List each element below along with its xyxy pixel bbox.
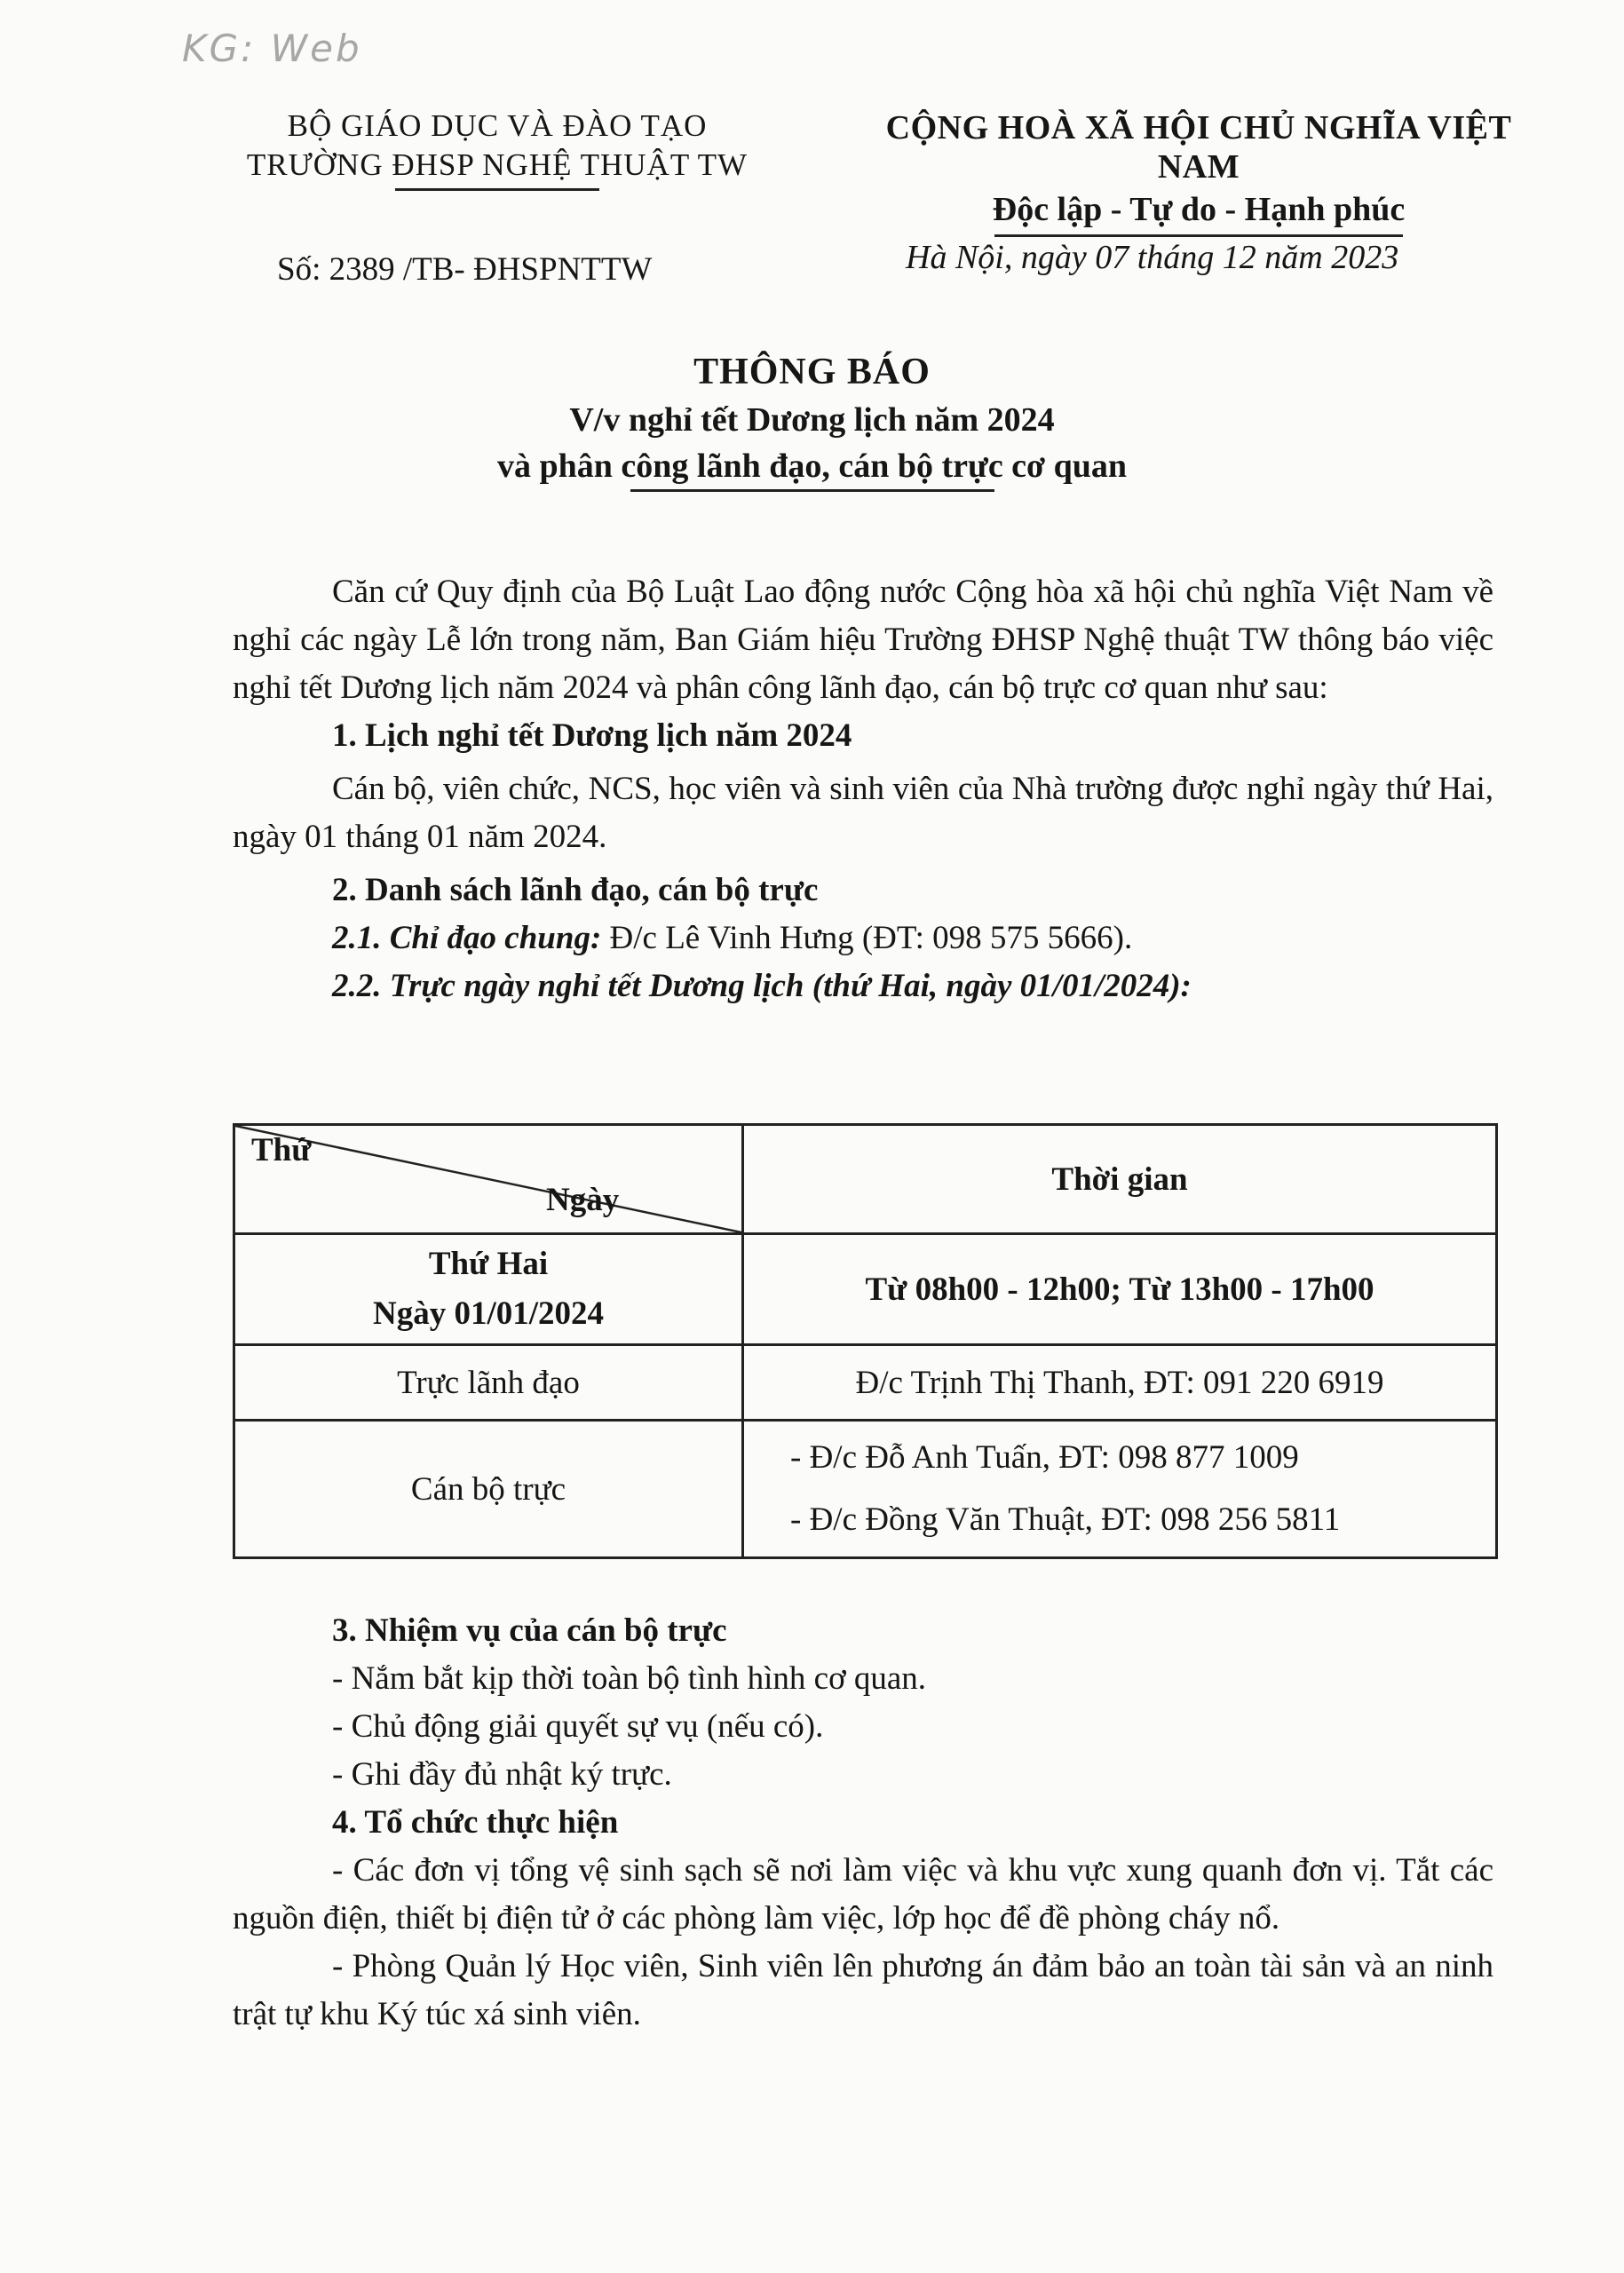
title-subject-2: và phân công lãnh đạo, cán bộ trực cơ quan <box>497 447 1127 485</box>
section-1-title: 1. Lịch nghỉ tết Dương lịch năm 2024 <box>332 717 852 754</box>
school-name: TRƯỜNG ĐHSP NGHỆ THUẬT TW <box>246 147 749 182</box>
section-3-title: 3. Nhiệm vụ của cán bộ trực <box>332 1612 727 1649</box>
document-body <box>233 568 1493 1010</box>
issuer-underline <box>395 188 599 191</box>
day-cell <box>234 1234 743 1345</box>
document-number: Số: 2389 /TB- ĐHSPNTTW <box>277 251 653 288</box>
sub-2-1 <box>233 915 1493 962</box>
table-row <box>234 1421 1497 1558</box>
motto-underline <box>994 234 1403 237</box>
sub-2-1-text: Đ/c Lê Vinh Hưng (ĐT: 098 575 5666). <box>601 920 1133 956</box>
leader-label: Trực lãnh đạo <box>234 1345 743 1421</box>
list-item: - Nắm bắt kịp thời toàn bộ tình hình cơ quan. <box>332 1660 927 1697</box>
section-1-text: Cán bộ, viên chức, NCS, học viên và sinh viên của Nhà trường được nghỉ ngày thứ Hai, ngày 01 tháng 01 năm 2024. <box>233 771 1493 855</box>
list-item: - Ghi đầy đủ nhật ký trực. <box>332 1756 672 1793</box>
sub-2-2-text: 2.2. Trực ngày nghỉ tết Dương lịch (thứ Hai, ngày 01/01/2024): <box>332 968 1192 1004</box>
corner-cell <box>234 1125 743 1234</box>
corner-top-label: Thứ <box>251 1132 312 1168</box>
staff-entry: - Đ/c Đỗ Anh Tuấn, ĐT: 098 877 1009 <box>790 1439 1299 1476</box>
staff-entry: - Đ/c Đồng Văn Thuật, ĐT: 098 256 5811 <box>790 1501 1341 1538</box>
table-row <box>234 1345 1497 1421</box>
section-2-title: 2. Danh sách lãnh đạo, cán bộ trực <box>332 872 819 908</box>
sub-2-2 <box>233 962 1493 1010</box>
issuer-block <box>204 108 790 191</box>
list-item: - Chủ động giải quyết sự vụ (nếu có). <box>332 1708 824 1745</box>
staff-list <box>743 1421 1497 1558</box>
table-row <box>234 1234 1497 1345</box>
ministry-name: BỘ GIÁO DỤC VÀ ĐÀO TẠO <box>287 108 708 143</box>
duty-table <box>233 1123 1498 1559</box>
day-name: Thứ Hai <box>428 1246 549 1282</box>
national-block <box>844 108 1554 237</box>
title-underline <box>630 489 994 492</box>
document-date: Hà Nội, ngày 07 tháng 12 năm 2023 <box>906 239 1399 276</box>
day-date: Ngày 01/01/2024 <box>372 1295 605 1332</box>
document-title <box>0 351 1624 492</box>
national-motto: Độc lập - Tự do - Hạnh phúc <box>992 191 1406 228</box>
nation-name: CỘNG HOÀ XÃ HỘI CHỦ NGHĨA VIỆT NAM <box>885 109 1512 186</box>
document-body-continued <box>233 1607 1493 2039</box>
section-4-paragraph-1: - Các đơn vị tổng vệ sinh sạch sẽ nơi làm việc và khu vực xung quanh đơn vị. Tắt các nguồn điện, thiết bị điện tử ở các phòng làm việc, lớp học để đề phòng cháy nổ. <box>233 1852 1493 1936</box>
sub-2-1-label: 2.1. Chỉ đạo chung: <box>332 920 602 956</box>
title-heading: THÔNG BÁO <box>693 352 931 392</box>
intro-paragraph: Căn cứ Quy định của Bộ Luật Lao động nước Cộng hòa xã hội chủ nghĩa Việt Nam về nghỉ các ngày Lễ lớn trong năm, Ban Giám hiệu Trường ĐHSP Nghệ thuật TW thông báo việc nghỉ tết Dương lịch năm 2024 và phân công lãnh đạo, cán bộ trực cơ quan như sau: <box>233 574 1493 706</box>
title-subject: V/v nghỉ tết Dương lịch năm 2024 <box>569 401 1055 439</box>
handwritten-note: KG: Web <box>182 27 362 70</box>
table-header-row <box>234 1125 1497 1234</box>
corner-bottom-label: Ngày <box>546 1182 620 1218</box>
time-value: Từ 08h00 - 12h00; Từ 13h00 - 17h00 <box>743 1234 1497 1345</box>
section-4-title: 4. Tổ chức thực hiện <box>332 1804 619 1841</box>
time-header: Thời gian <box>743 1125 1497 1234</box>
section-4-paragraph-2: - Phòng Quản lý Học viên, Sinh viên lên phương án đảm bảo an toàn tài sản và an ninh trật tự khu Ký túc xá sinh viên. <box>233 1948 1493 2032</box>
staff-label: Cán bộ trực <box>234 1421 743 1558</box>
leader-value: Đ/c Trịnh Thị Thanh, ĐT: 091 220 6919 <box>743 1345 1497 1421</box>
diagonal-line <box>235 1126 741 1232</box>
